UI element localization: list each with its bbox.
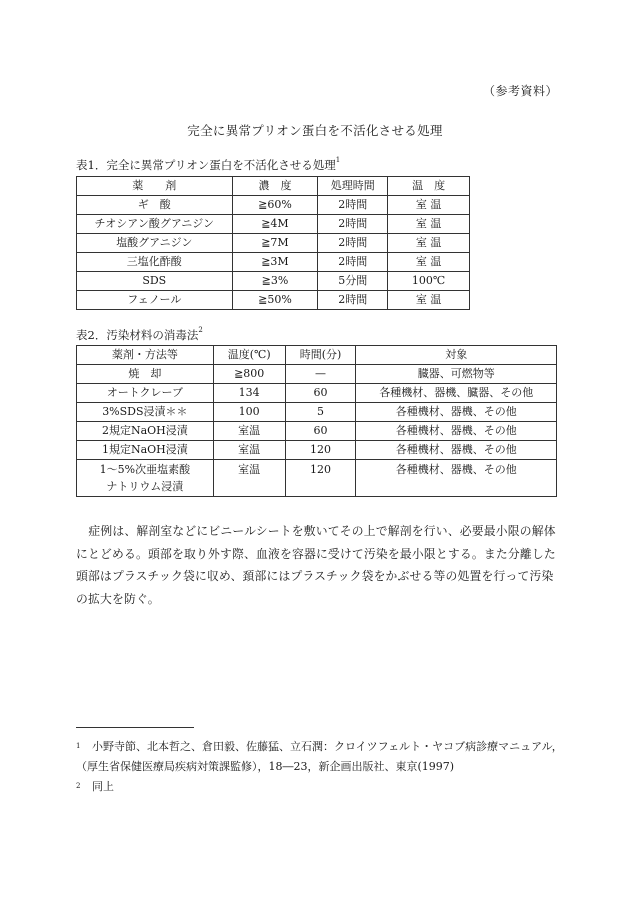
table-cell: チオシアン酸グアニジン (77, 215, 233, 234)
table-cell: ≧4M (232, 215, 318, 234)
table1-caption-text: 表1．完全に異常プリオン蛋白を不活化させる処理 (76, 158, 336, 172)
table-cell: 60 (285, 384, 356, 403)
table-cell: フェノール (77, 291, 233, 310)
header-cell: 対象 (356, 346, 557, 365)
table-row (77, 196, 470, 215)
table-cell: 焼 却 (77, 365, 214, 384)
table-row (77, 272, 470, 291)
table1-caption (76, 157, 340, 173)
table-cell: 室 温 (388, 291, 470, 310)
header-cell: 処理時間 (318, 177, 388, 196)
table-cell: 室 温 (388, 196, 470, 215)
table-header-row (77, 177, 470, 196)
table-cell: ≧3% (232, 272, 318, 291)
table-cell: 各種機材、器機、臓器、その他 (356, 384, 557, 403)
table-cell: 100 (213, 403, 285, 422)
table-cell: 各種機材、器機、その他 (356, 460, 557, 497)
table-cell: 2時間 (318, 215, 388, 234)
body-paragraph: 症例は、解剖室などにビニールシートを敷いてその上で解剖を行い、必要最小限の解体にとどめる。頭部を取り外す際、血液を容器に受けて汚染を最小限とする。また分離した頭部はプラスチック袋に収め、頚部にはプラスチック袋をかぶせる等の処置を行って汚染の拡大を防ぐ。 (76, 524, 556, 606)
cell-line: 1～5%次亜塩素酸 (99, 463, 191, 476)
table-cell: 2時間 (318, 234, 388, 253)
table-cell: 室温 (213, 422, 285, 441)
table-cell: 塩酸グアニジン (77, 234, 233, 253)
table-cell: 各種機材、器機、その他 (356, 403, 557, 422)
cell-line: ナトリウム浸漬 (106, 480, 184, 493)
header-cell: 薬 剤 (77, 177, 233, 196)
footnote-ref-2[interactable]: 2 (198, 326, 203, 334)
table-cell: 120 (285, 460, 356, 497)
header-cell: 温 度 (388, 177, 470, 196)
table-cell: 室温 (213, 460, 285, 497)
table-row (77, 234, 470, 253)
footnote-text: 同上 (92, 780, 114, 793)
footnote-ref-1[interactable]: 1 (335, 156, 341, 164)
table-cell: — (285, 365, 356, 384)
table-cell: オートクレーブ (77, 384, 214, 403)
table-row (77, 460, 557, 497)
table2-disinfection-methods (76, 345, 557, 497)
table-cell: 2時間 (318, 253, 388, 272)
table-row (77, 403, 557, 422)
table2-caption-text: 表2．汚染材料の消毒法 (76, 328, 199, 342)
table1-prion-inactivation (76, 176, 470, 310)
table-cell: 3%SDS浸漬＊＊ (77, 403, 214, 422)
table-cell: 100℃ (388, 272, 470, 291)
table-cell: 2規定NaOH浸漬 (77, 422, 214, 441)
table-cell: ≧7M (232, 234, 318, 253)
table-header-row (77, 346, 557, 365)
table-cell: ≧50% (232, 291, 318, 310)
table-cell: ≧60% (232, 196, 318, 215)
header-cell: 温度(℃) (213, 346, 285, 365)
table-cell: 三塩化酢酸 (77, 253, 233, 272)
table-cell: 各種機材、器機、その他 (356, 441, 557, 460)
table-row (77, 253, 470, 272)
header-cell: 濃 度 (232, 177, 318, 196)
table-cell: 134 (213, 384, 285, 403)
table-cell: ≧3M (232, 253, 318, 272)
table-cell: 室 温 (388, 253, 470, 272)
table-cell: ≧800 (213, 365, 285, 384)
footnote-mark: 1 (76, 742, 81, 750)
table-row (77, 441, 557, 460)
footnote-2 (76, 777, 566, 797)
footnote-mark: 2 (76, 782, 81, 790)
table-cell: 室温 (213, 441, 285, 460)
table-row (77, 384, 557, 403)
footnote-divider (76, 727, 194, 728)
header-cell: 薬剤・方法等 (77, 346, 214, 365)
table-cell: 1規定NaOH浸漬 (77, 441, 214, 460)
table-cell: SDS (77, 272, 233, 291)
table-cell: 5 (285, 403, 356, 422)
reference-material-label: （参考資料） (482, 84, 558, 98)
table-cell: 60 (285, 422, 356, 441)
header-cell: 時間(分) (285, 346, 356, 365)
table-row (77, 365, 557, 384)
table-cell (77, 460, 214, 497)
table-row (77, 291, 470, 310)
footnote-1 (76, 737, 566, 777)
table-cell: 2時間 (318, 291, 388, 310)
table-row (77, 215, 470, 234)
table-cell: 臓器、可燃物等 (356, 365, 557, 384)
table-cell: 室 温 (388, 215, 470, 234)
table-cell: 120 (285, 441, 356, 460)
table2-caption (76, 327, 203, 343)
table-cell: 2時間 (318, 196, 388, 215)
table-row (77, 422, 557, 441)
footnote-text: 小野寺節、北本哲之、倉田毅、佐藤猛、立石潤：クロイツフェルト・ヤコブ病診療マニュアル，（厚生省保健医療局疾病対策課監修），18―23，新企画出版社、東京(1997) (76, 740, 563, 773)
document-title: 完全に異常プリオン蛋白を不活化させる処理 (187, 123, 443, 138)
table-cell: 5分間 (318, 272, 388, 291)
table-cell: ギ 酸 (77, 196, 233, 215)
table-cell: 各種機材、器機、その他 (356, 422, 557, 441)
table-cell: 室 温 (388, 234, 470, 253)
